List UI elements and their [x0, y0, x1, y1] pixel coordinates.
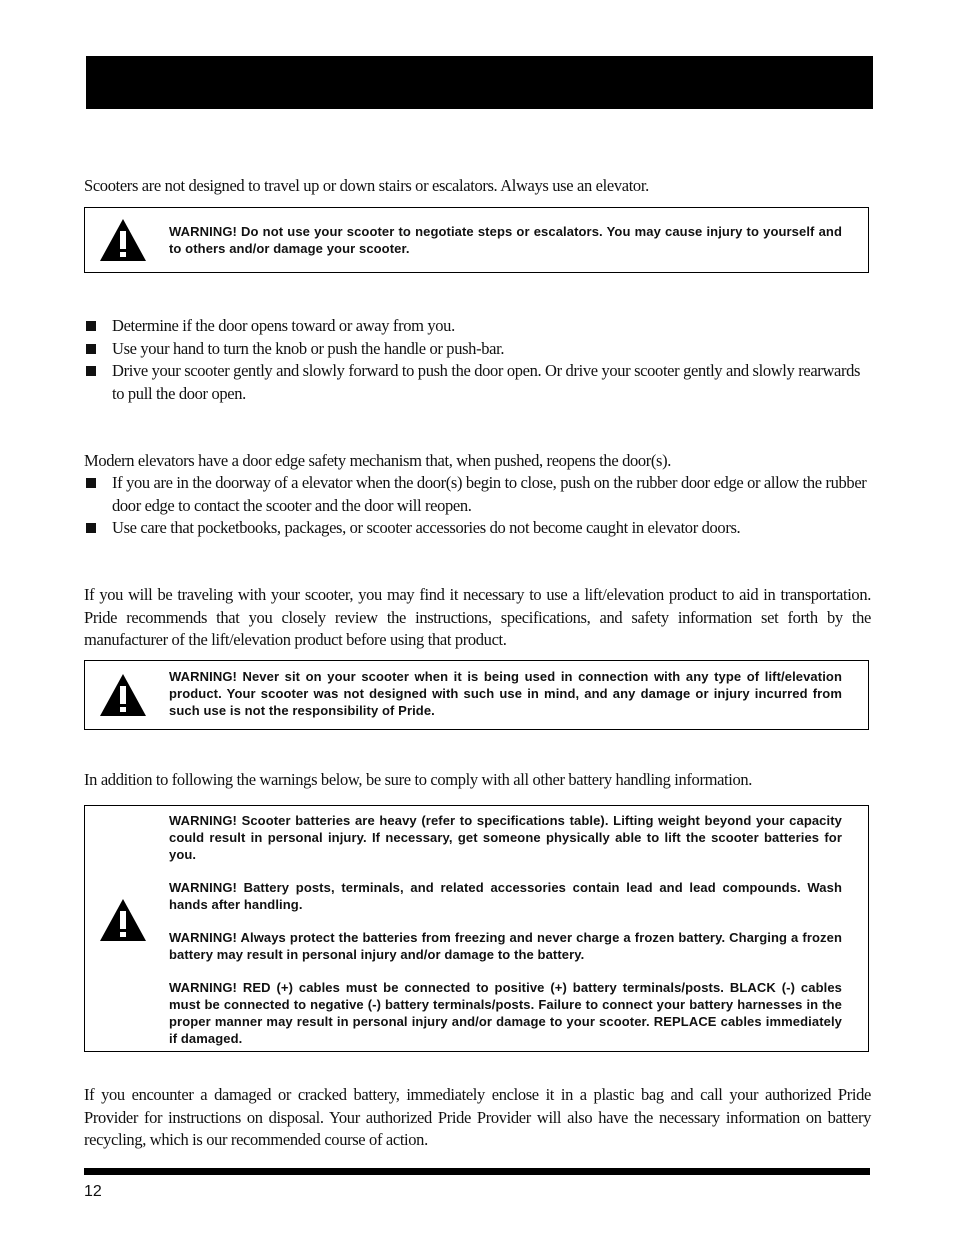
list-item: Use care that pocketbooks, packages, or scooter accessories do not become caught in elevator doors.: [84, 517, 874, 540]
list-item: If you are in the doorway of a elevator when the door(s) begin to close, push on the rubber door edge or allow the rubber door edge to contact the scooter and the door will reopen.: [84, 472, 874, 517]
list-item: Determine if the door opens toward or away from you.: [84, 315, 874, 338]
list-item: Drive your scooter gently and slowly forward to push the door open. Or drive your scooter gently and slowly rearwards to pull the door open.: [84, 360, 874, 405]
footer-rule: [84, 1168, 870, 1175]
square-bullet-icon: [86, 321, 96, 331]
warning-triangle-icon: [98, 217, 148, 263]
warning-text: WARNING! Never sit on your scooter when it is being used in connection with any type of lift/elevation product. Your scooter was not designed with such use in mind, and any damage or injury incurred from such use is not the responsibility of Pride.: [169, 669, 842, 718]
battery-warning-lead: WARNING! Battery posts, terminals, and related accessories contain lead and lead compounds. Wash hands after handling.: [169, 880, 842, 912]
page-number: 12: [84, 1183, 102, 1200]
warning-triangle-icon: [98, 897, 148, 943]
warning-triangle-icon: [98, 672, 148, 718]
square-bullet-icon: [86, 478, 96, 488]
battery-warning-weight: WARNING! Scooter batteries are heavy (refer to specifications table). Lifting weight beyond your capacity could result in personal injury. If necessary, get someone physically able to lift the scooter batteries for you.: [169, 813, 842, 862]
batteries-intro: In addition to following the warnings below, be sure to comply with all other battery handling information.: [84, 770, 753, 789]
doors-list: [84, 315, 874, 405]
warning-text: WARNING! Do not use your scooter to negotiate steps or escalators. You may cause injury to yourself and to others and/or damage your scooter.: [169, 224, 842, 256]
square-bullet-icon: [86, 344, 96, 354]
elevators-intro: Modern elevators have a door edge safety mechanism that, when pushed, reopens the door(s).: [84, 451, 672, 470]
battery-warning-freezing: WARNING! Always protect the batteries from freezing and never charge a frozen battery. Charging a frozen battery may result in personal injury and/or damage to the battery.: [169, 930, 842, 962]
warning-box-batteries: [84, 805, 869, 1052]
battery-warnings: [169, 812, 842, 1047]
square-bullet-icon: [86, 523, 96, 533]
warning-box-lift: [84, 660, 869, 730]
square-bullet-icon: [86, 366, 96, 376]
battery-warning-cables: WARNING! RED (+) cables must be connected to positive (+) battery terminals/posts. BLACK (-) cables must be connected to negative (-) battery terminals/posts. Failure to connect your battery harnesses in the proper manner may result in personal injury and/or damage to your scooter. REPLACE cables immediately if damaged.: [169, 980, 842, 1046]
lifts-paragraph: If you will be traveling with your scooter, you may find it necessary to use a lift/elevation product to aid in transportation. Pride recommends that you closely review the instructions, specifications, and safety information set forth by the manufacturer of the lift/elevation product before using that product.: [84, 585, 871, 649]
header-bar: [86, 56, 873, 109]
damaged-battery-paragraph: If you encounter a damaged or cracked battery, immediately enclose it in a plastic bag and call your authorized Pride Provider for instructions on disposal. Your authorized Pride Provider will also have the necessary information on battery recycling, which is our recommended course of action.: [84, 1085, 871, 1149]
elevators-list: [84, 472, 874, 540]
stairs-intro: Scooters are not designed to travel up or down stairs or escalators. Always use an elevator.: [84, 176, 649, 195]
warning-box-stairs: [84, 207, 869, 273]
list-item: Use your hand to turn the knob or push the handle or push-bar.: [84, 338, 874, 361]
